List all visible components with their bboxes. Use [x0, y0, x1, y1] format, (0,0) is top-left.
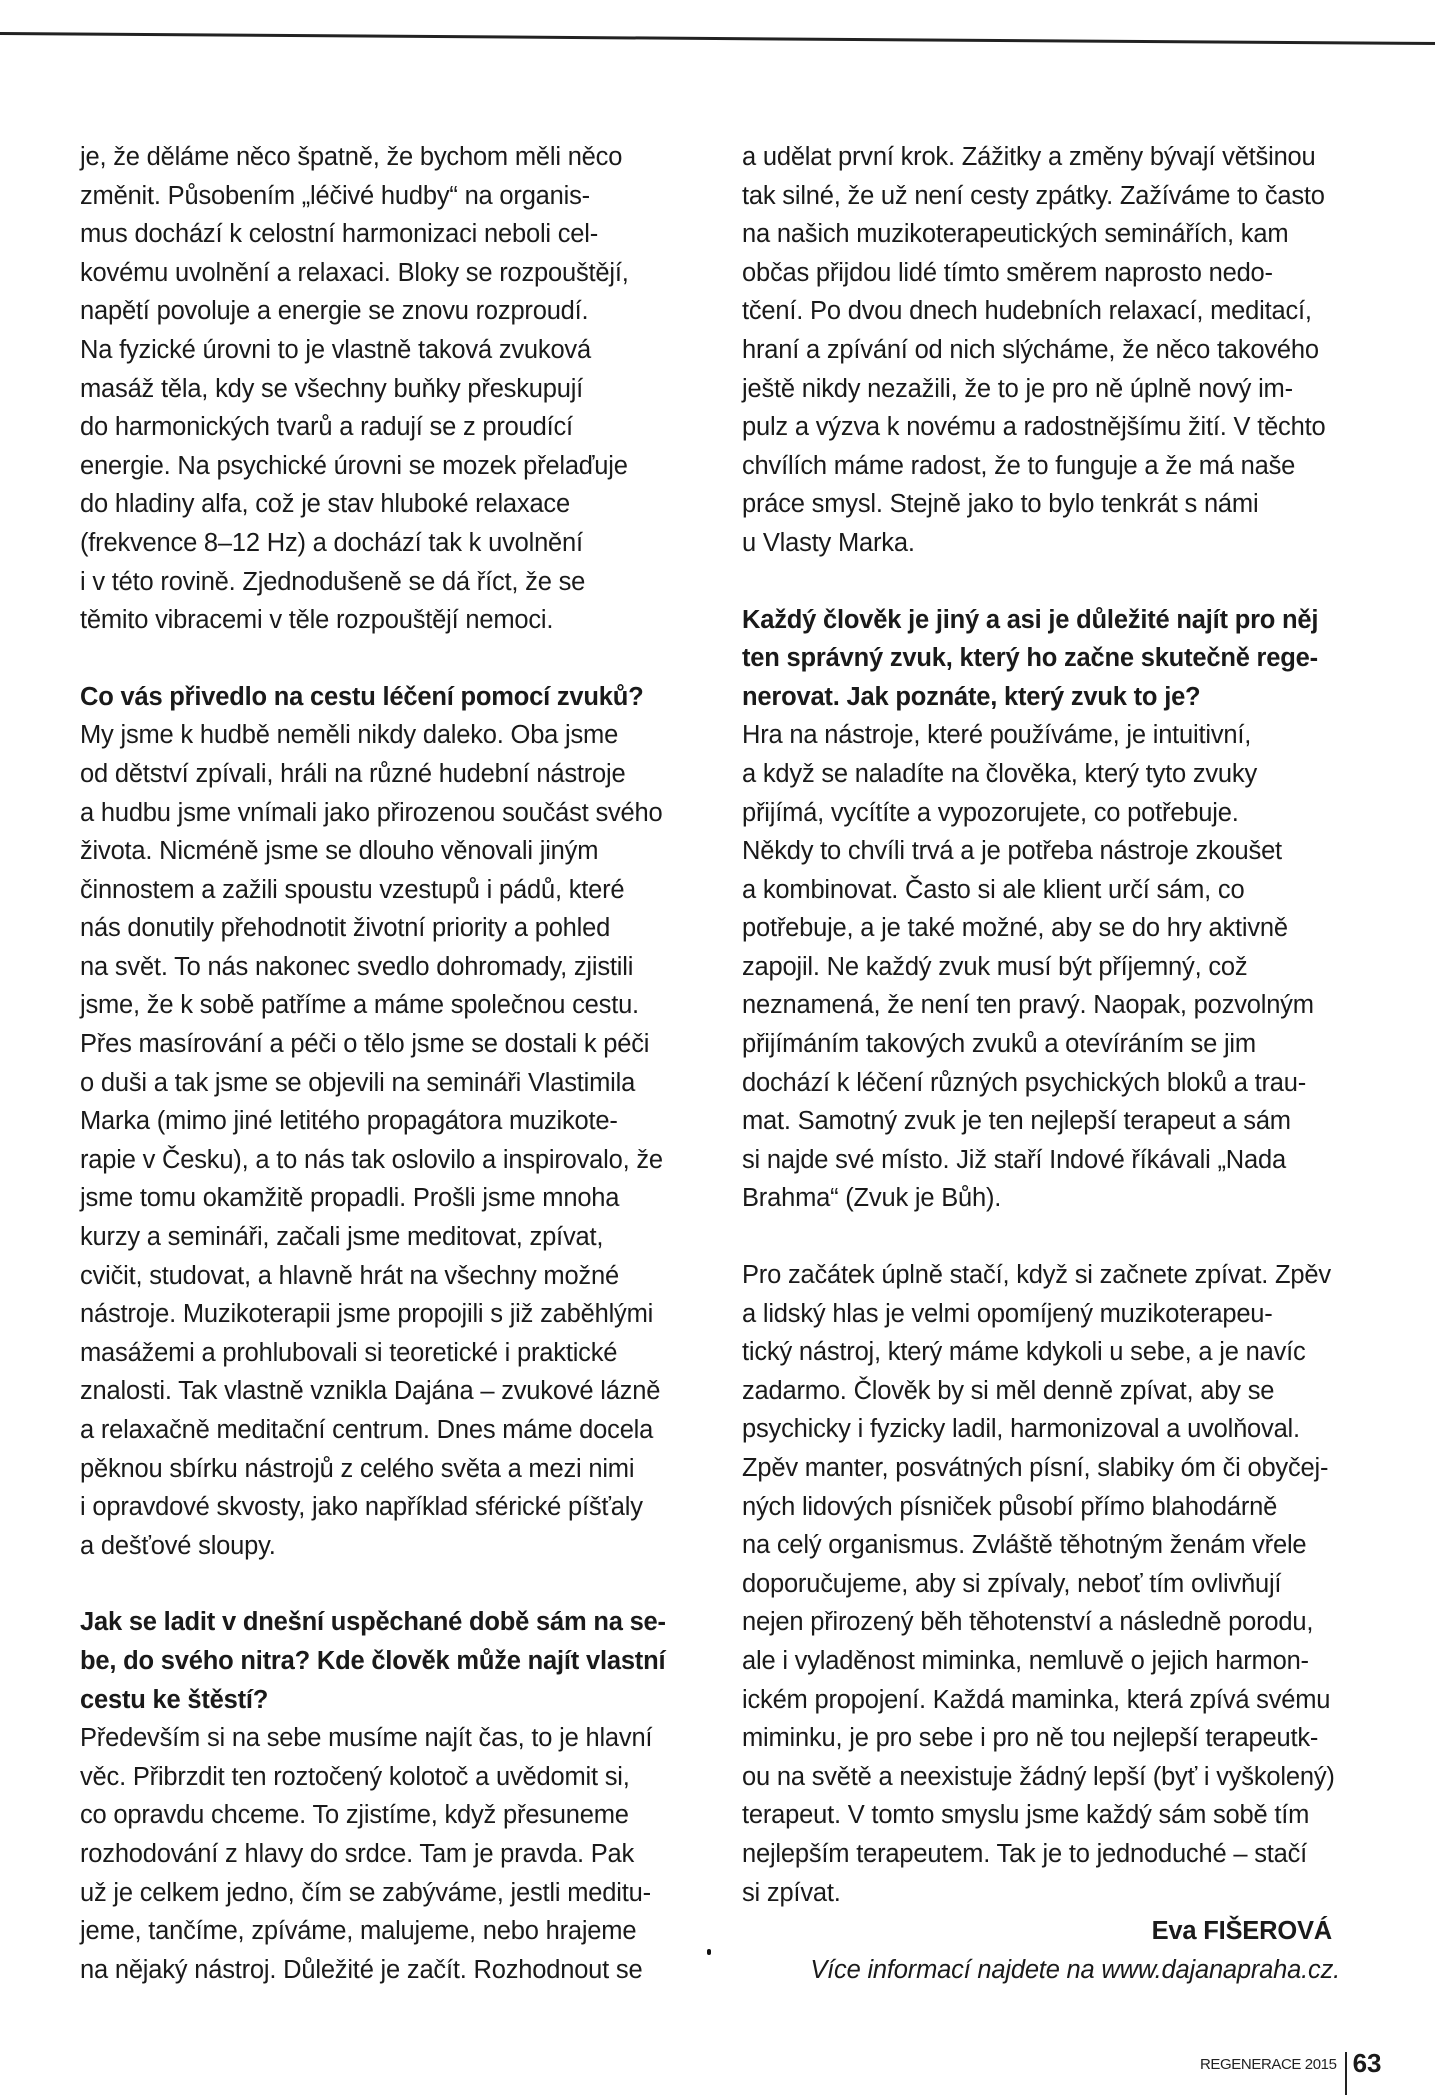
text-line: života. Nicméně jsme se dlouho věnovali jiným [80, 837, 599, 866]
text-line: na nějaký nástroj. Důležité je začít. Rozhodnout se [80, 1955, 643, 1984]
text-line: My jsme k hudbě neměli nikdy daleko. Oba jsme [80, 721, 619, 750]
text-line: ještě nikdy nezažili, že to je pro ně úplně nový im- [742, 374, 1293, 403]
text-line: Brahma“ (Zvuk je Bůh). [742, 1184, 1002, 1213]
text-line: masážemi a prohlubovali si teoretické i praktické [80, 1338, 618, 1367]
text-line: mus dochází k celostní harmonizaci neboli cel- [80, 220, 599, 249]
text-line: miminku, je pro sebe i pro ně tou nejlepší terapeutk- [742, 1724, 1319, 1753]
question-heading: be, do svého nitra? Kde člověk může najít vlastní [80, 1646, 666, 1675]
text-line: kovému uvolnění a relaxaci. Bloky se rozpouštějí, [80, 258, 629, 287]
question-heading: cestu ke štěstí? [80, 1685, 269, 1714]
text-line: a relaxačně meditační centrum. Dnes máme docela [80, 1416, 654, 1444]
text-line: energie. Na psychické úrovni se mozek přelaďuje [80, 451, 628, 480]
question-heading: ten správný zvuk, který ho začne skutečně rege- [742, 644, 1318, 673]
interview-question-2 [80, 1603, 680, 1719]
interview-question-3 [742, 601, 1352, 717]
text-line: (frekvence 8–12 Hz) a dochází tak k uvolnění [80, 528, 583, 557]
text-line: Na fyzické úrovni to je vlastně taková zvuková [80, 335, 591, 364]
right-column [742, 138, 1352, 1989]
text-line: tak silné, že už není cesty zpátky. Zažíváme to často [742, 181, 1325, 210]
text-line: na našich muzikoterapeutických seminářích, kam [742, 220, 1289, 249]
text-line: si najde své místo. Již staří Indové říkávali „Nada [742, 1145, 1286, 1174]
text-line: i v této rovině. Zjednodušeně se dá říct, že se [80, 567, 586, 596]
text-line: zapojil. Ne každý zvuk musí být příjemný, což [742, 952, 1248, 981]
text-line: a dešťové sloupy. [80, 1531, 276, 1560]
text-line: jsme tomu okamžitě propadli. Prošli jsme mnoha [80, 1184, 620, 1213]
text-line: tický nástroj, který máme kdykoli u sebe, a je navíc [742, 1338, 1306, 1367]
text-line: tčení. Po dvou dnech hudebních relaxací, meditací, [742, 297, 1312, 326]
author-signature: Eva FIŠEROVÁ [1151, 1917, 1332, 1946]
text-line: Marka (mimo jiné letitého propagátora muzikote- [80, 1107, 618, 1136]
text-line: Přes masírování a péči o tělo jsme se dostali k péči [80, 1030, 650, 1059]
text-line: a udělat první krok. Zážitky a změny bývají většinou [742, 143, 1316, 171]
text-line: Pro začátek úplně stačí, když si začnete zpívat. Zpěv [742, 1261, 1331, 1290]
text-line: ickém propojení. Každá maminka, která zpívá svému [742, 1685, 1331, 1714]
text-line: jsme, že k sobě patříme a máme společnou cestu. [80, 991, 639, 1020]
text-line: mat. Samotný zvuk je ten nejlepší terapeut a sám [742, 1107, 1291, 1136]
text-line: chvílích máme radost, že to funguje a že má naše [742, 451, 1296, 480]
continuation-paragraph [742, 138, 1352, 563]
text-line: činnostem a zažili spoustu vzestupů i pádů, které [80, 875, 625, 904]
text-line: napětí povoluje a energie se znovu rozproudí. [80, 297, 589, 326]
text-line: věc. Přibrzdit ten roztočený kolotoč a uvědomit si, [80, 1762, 630, 1791]
text-line: terapeut. V tomto smyslu jsme každý sám sobě tím [742, 1801, 1310, 1830]
text-line: na celý organismus. Zvláště těhotným ženám vřele [742, 1531, 1307, 1560]
text-line: si zpívat. [742, 1878, 841, 1907]
text-line: do harmonických tvarů a radují se z proudící [80, 413, 573, 442]
text-line: masáž těla, kdy se všechny buňky přeskupují [80, 374, 584, 403]
text-line: Především si na sebe musíme najít čas, to je hlavní [80, 1724, 653, 1753]
text-line: pěknou sbírku nástrojů z celého světa a mezi nimi [80, 1454, 635, 1483]
text-line: a kombinovat. Často si ale klient určí sám, co [742, 875, 1245, 904]
text-line: do hladiny alfa, což je stav hluboké relaxace [80, 490, 570, 519]
text-line: o duši a tak jsme se objevili na semináři Vlastimila [80, 1068, 636, 1097]
text-line: neznamená, že není ten pravý. Naopak, pozvolným [742, 991, 1314, 1020]
text-line: je, že děláme něco špatně, že bychom měli něco [80, 143, 623, 171]
text-line: i opravdové skvosty, jako například sférické píšťaly [80, 1493, 643, 1522]
interview-answer-2 [80, 1719, 680, 1989]
text-line: ale i vyladěnost miminka, nemluvě o jejich harmon- [742, 1646, 1309, 1675]
text-line: rapie v Česku), a to nás tak oslovilo a inspirovalo, že [80, 1145, 663, 1174]
text-line: už je celkem jedno, čím se zabýváme, jestli meditu- [80, 1878, 651, 1907]
magazine-name: REGENERACE 2015 [1200, 2056, 1337, 2073]
text-line: Někdy to chvíli trvá a je potřeba nástroje zkoušet [742, 837, 1282, 866]
text-line: změnit. Působením „léčivé hudby“ na organis- [80, 181, 590, 210]
left-column [80, 138, 680, 1989]
question-heading: Jak se ladit v dnešní uspěchané době sám na se- [80, 1608, 666, 1637]
text-line: znalosti. Tak vlastně vznikla Dajána – zvukové lázně [80, 1377, 661, 1406]
text-line: nejlepším terapeutem. Tak je to jednoduché – stačí [742, 1839, 1308, 1868]
text-line: na svět. To nás nakonec svedlo dohromady, zjistili [80, 952, 634, 981]
text-line: psychicky i fyzicky ladil, harmonizoval a uvolňoval. [742, 1415, 1300, 1444]
interview-answer-3 [742, 716, 1352, 1218]
text-line: a když se naladíte na člověka, který tyto zvuky [742, 759, 1258, 788]
text-line: občas přijdou lidé tímto směrem naprosto nedo- [742, 258, 1273, 287]
text-line: kurzy a semináři, začali jsme meditovat, zpívat, [80, 1223, 604, 1252]
intro-paragraph [80, 138, 680, 640]
text-line: od dětství zpívali, hráli na různé hudební nástroje [80, 759, 626, 788]
text-line: u Vlasty Marka. [742, 528, 915, 557]
text-line: doporučujeme, aby si zpívaly, neboť tím ovlivňují [742, 1569, 1282, 1598]
text-line: těmito vibracemi v těle rozpouštějí nemoci. [80, 606, 554, 635]
text-line: nástroje. Muzikoterapii jsme propojili s již zaběhlými [80, 1300, 654, 1329]
text-line: a hudbu jsme vnímali jako přirozenou součást svého [80, 798, 663, 827]
text-line: ných lidových písniček působí přímo blahodárně [742, 1492, 1278, 1521]
text-line: nejen přirozený běh těhotenství a následně porodu, [742, 1608, 1314, 1637]
text-line: cvičit, studovat, a hlavně hrát na všechny možné [80, 1261, 619, 1290]
scan-speck [707, 1949, 711, 1955]
text-line: ou na světě a neexistuje žádný lepší (byť i vyškolený) [742, 1762, 1335, 1791]
page-number: 63 [1352, 2048, 1382, 2078]
question-heading: Každý člověk je jiný a asi je důležité najít pro něj [742, 605, 1319, 634]
text-line: přijímáním takových zvuků a otevíráním se jim [742, 1030, 1256, 1059]
text-line: přijímá, vycítíte a vypozorujete, co potřebuje. [742, 798, 1239, 827]
text-line: rozhodování z hlavy do srdce. Tam je pravda. Pak [80, 1839, 635, 1868]
question-heading: Co vás přivedlo na cestu léčení pomocí zvuků? [80, 682, 644, 711]
text-line: práce smysl. Stejně jako to bylo tenkrát s námi [742, 490, 1259, 519]
more-info-link[interactable]: Více informací najdete na www.dajanapraha.cz. [810, 1955, 1340, 1984]
text-line: jeme, tančíme, zpíváme, malujeme, nebo hrajeme [80, 1917, 637, 1946]
interview-question-1 [80, 678, 680, 717]
text-line: Zpěv manter, posvátných písní, slabiky óm či obyčej- [742, 1454, 1329, 1482]
text-line: dochází k léčení různých psychických bloků a trau- [742, 1068, 1307, 1097]
text-line: co opravdu chceme. To zjistíme, když přesuneme [80, 1801, 629, 1830]
closing-paragraph [742, 1256, 1352, 1912]
text-line: hraní a zpívání od nich slýcháme, že něco takového [742, 335, 1319, 364]
text-line: potřebuje, a je také možné, aby se do hry aktivně [742, 914, 1288, 943]
page-footer [1200, 2046, 1381, 2095]
text-line: pulz a výzva k novému a radostnějšímu žití. V těchto [742, 413, 1326, 442]
top-rule [0, 32, 1435, 45]
interview-answer-1 [80, 716, 680, 1565]
text-line: nás donutily přehodnotit životní priority a pohled [80, 914, 611, 943]
question-heading: nerovat. Jak poznáte, který zvuk to je? [742, 682, 1201, 711]
text-line: zadarmo. Člověk by si měl denně zpívat, aby se [742, 1376, 1275, 1405]
text-line: a lidský hlas je velmi opomíjený muzikoterapeu- [742, 1299, 1273, 1328]
text-line: Hra na nástroje, které používáme, je intuitivní, [742, 721, 1252, 750]
